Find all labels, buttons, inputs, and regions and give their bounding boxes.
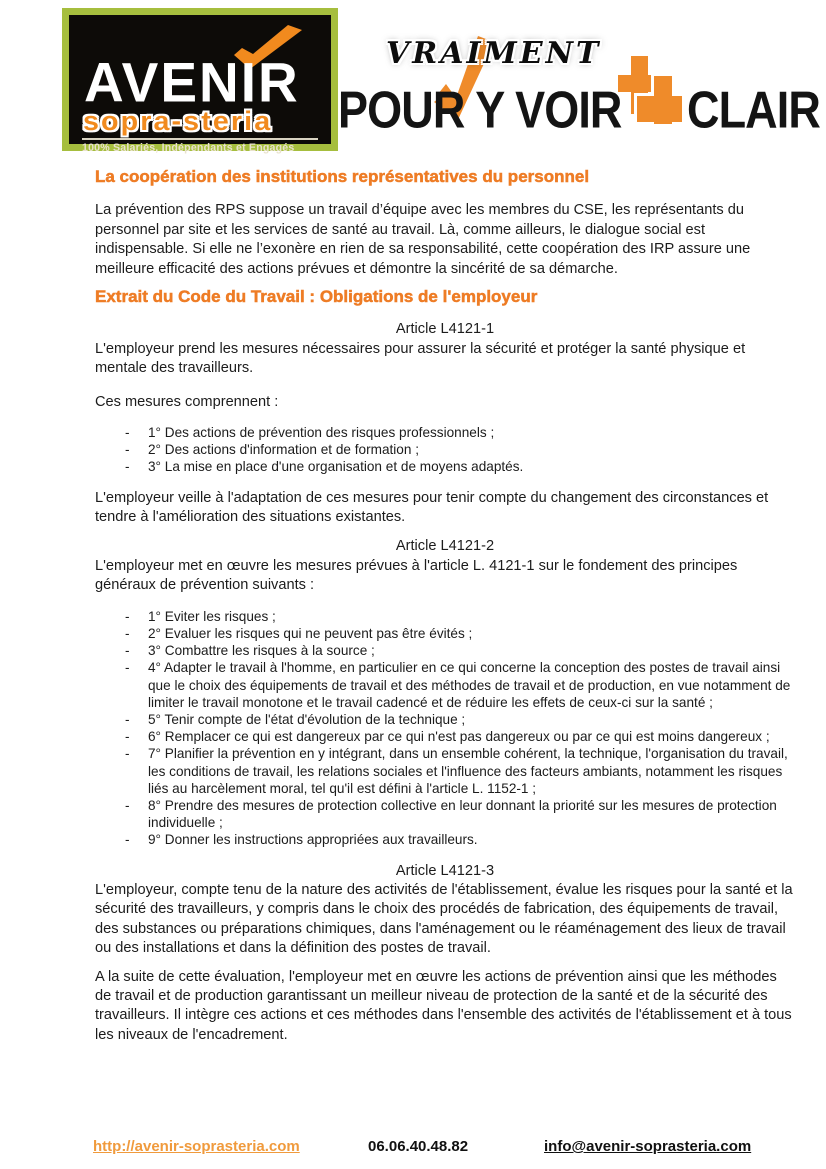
article-l4121-3-body1: L'employeur, compte tenu de la nature des activités de l'établissement, évalue les risques pour la santé et la sécurité des travailleurs, y compris dans le choix des procédés de fabrication, des équipements de travail, des substances ou préparations chimiques, dans l'aménagement ou le réaménagement des lieux de travail ou des installations et dans la définition des postes de travail. — [95, 881, 793, 957]
list-item: - 4° Adapter le travail à l'homme, en particulier en ce qui concerne la conception des postes de travail ainsi que le choix des équipements de travail et des méthodes de travail et de production, en vue notamment de limiter le travail monotone et le travail cadencé et de réduire les effets de ceux-ci sur la santé ; — [95, 659, 795, 711]
article-title-l4121-1: Article L4121-1 — [395, 321, 495, 338]
avenir-sopra-steria-logo — [62, 8, 338, 154]
list-item: - 3° La mise en place d'une organisation et de moyens adaptés. — [95, 458, 795, 475]
article-l4121-3-body2: A la suite de cette évaluation, l'employeur met en œuvre les actions de prévention ainsi que les méthodes de travail et de production garantissant un meilleur niveau de protection de la santé et de la sécurité des travailleurs. Il intègre ces actions et ces méthodes dans l'ensemble des activités de l'établissement et à tous les niveaux de l'encadrement. — [95, 968, 792, 1043]
list-item: - 8° Prendre des mesures de protection collective en leur donnant la priorité sur les mesures de protection individuelle ; — [95, 797, 795, 831]
logo-divider — [82, 138, 318, 140]
email-link[interactable]: info@avenir-soprasteria.com — [544, 1138, 752, 1155]
list-item: - 2° Evaluer les risques qui ne peuvent pas être évités ; — [95, 625, 795, 642]
list-item: - 2° Des actions d'information et de formation ; — [95, 441, 795, 458]
prevention-principles-list — [95, 608, 795, 849]
article-l4121-1-closing: L'employeur veille à l'adaptation de ces mesures pour tenir compte du changement des circonstances et tendre à l'amélioration des situations existantes. — [95, 489, 769, 526]
phone-number: 06.06.40.48.82 — [368, 1138, 469, 1155]
logo-tagline: 100% Salariés, Indépendants et Engagés — [82, 142, 295, 154]
article-title-l4121-2: Article L4121-2 — [395, 538, 495, 555]
section-heading-cooperation: La coopération des institutions représentatives du personnel — [95, 167, 590, 186]
list-item: - 6° Remplacer ce qui est dangereux par ce qui n'est pas dangereux ou par ce qui est moins dangereux ; — [95, 728, 795, 745]
article-title-l4121-3: Article L4121-3 — [395, 862, 495, 879]
article-l4121-2-body: L'employeur met en œuvre les mesures prévues à l'article L. 4121-1 sur le fondement des principes généraux de prévention suivants : — [95, 557, 738, 594]
intro-paragraph: La prévention des RPS suppose un travail d’équipe avec les membres du CSE, les représentants du personnel par site et les services de santé au travail. Là, comme ailleurs, le dialogue social est indispensable. Si elle ne l’exonère en rien de sa responsabilité, cette coopération des IRP assure une meilleure efficacité des actions prévues et démontre la sincérité de sa démarche. — [95, 202, 751, 277]
list-item: - 3° Combattre les risques à la source ; — [95, 642, 795, 659]
list-item: - 1° Eviter les risques ; — [95, 608, 795, 625]
section-heading-code-du-travail: Extrait du Code du Travail : Obligations de l'employeur — [95, 287, 538, 307]
article-l4121-1-body: L'employeur prend les mesures nécessaires pour assurer la sécurité et protéger la santé physique et mentale des travailleurs. — [95, 340, 746, 377]
slogan-line-pour-y-voir: POUR Y VOIR — [338, 80, 622, 140]
slogan-banner — [330, 14, 826, 154]
list-item: - 1° Des actions de prévention des risques professionnels ; — [95, 424, 795, 441]
plus-icon — [637, 76, 682, 124]
logo-title: AVENIR — [84, 50, 300, 114]
slogan-line-vraiment: VRAIMENT — [386, 36, 602, 71]
logo-brand: sopra-steria — [83, 106, 273, 136]
document-body — [95, 167, 795, 1045]
list-item: - 5° Tenir compte de l'état d'évolution de la technique ; — [95, 711, 795, 728]
website-link[interactable]: http://avenir-soprasteria.com — [93, 1138, 300, 1155]
list-item: - 7° Planifier la prévention en y intégrant, dans un ensemble cohérent, la technique, l'organisation du travail, les conditions de travail, les relations sociales et l'influence des facteurs ambiants, notamment les risques liés au harcèlement moral, tel qu'il est défini à l'article L. 1152-1 ; — [95, 745, 795, 797]
list-item: - 9° Donner les instructions appropriées aux travailleurs. — [95, 831, 795, 848]
article-l4121-1-lead: Ces mesures comprennent : — [95, 393, 279, 410]
measures-list — [95, 424, 795, 476]
slogan-line-clair: CLAIR — [687, 80, 820, 140]
document-footer — [0, 1138, 826, 1162]
